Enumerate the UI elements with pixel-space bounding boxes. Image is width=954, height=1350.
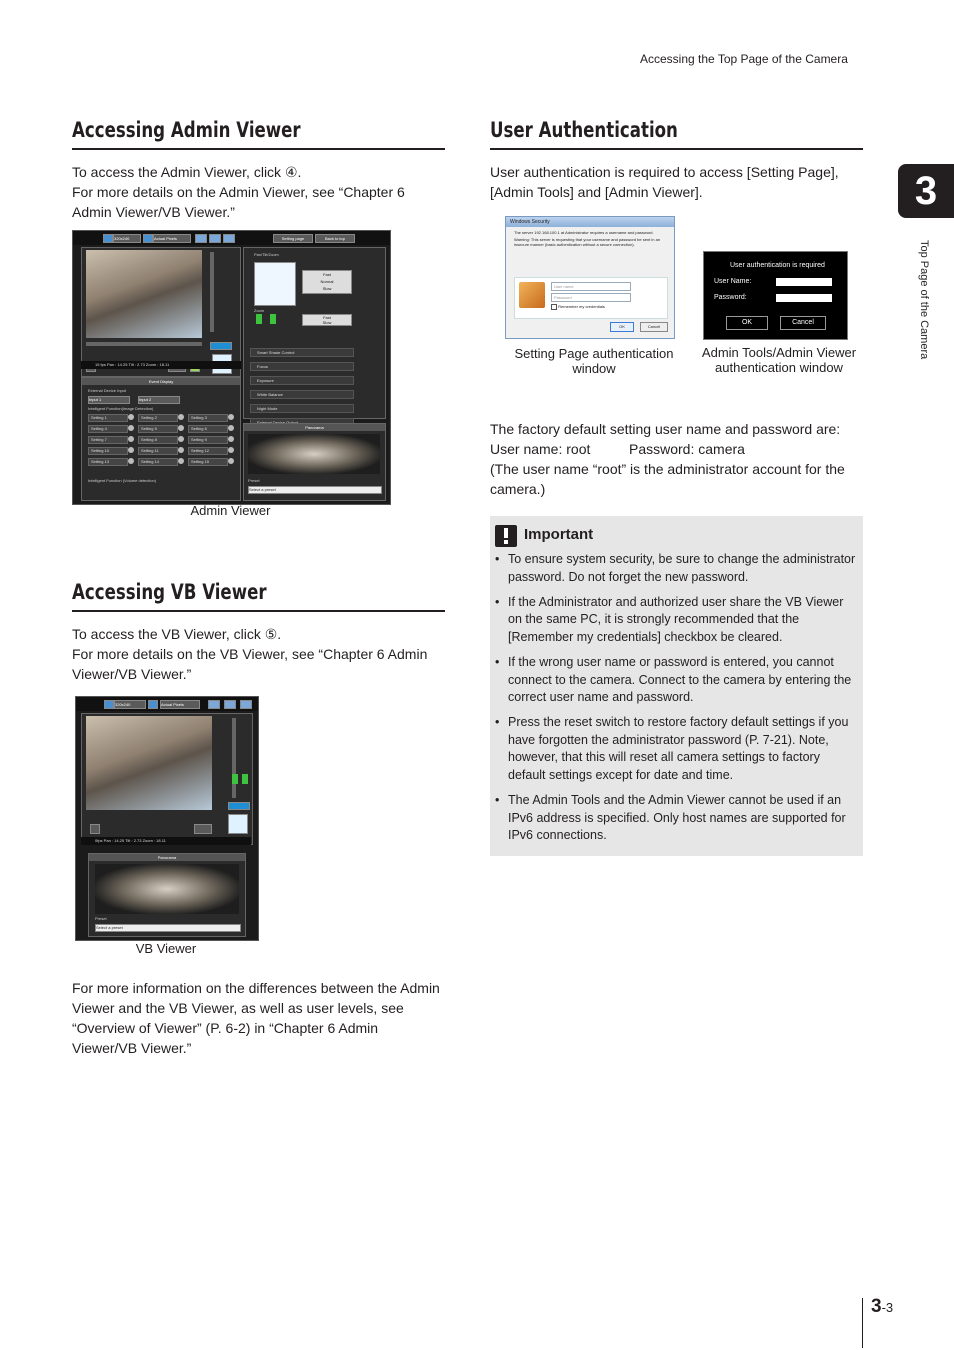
- video-image: [86, 250, 202, 338]
- panorama-image[interactable]: [95, 864, 239, 914]
- credentials-box: [514, 277, 668, 319]
- event-display-title: Event Display: [82, 378, 240, 385]
- size-icon[interactable]: [103, 234, 113, 243]
- external-input-label: External Device Input: [88, 388, 127, 393]
- volume-label: Intelligent Function (Volume detection): [88, 478, 157, 483]
- panorama-title: Panorama: [244, 424, 385, 431]
- control-panel: [243, 247, 386, 419]
- status-led-icon: [178, 458, 184, 464]
- important-box: [490, 516, 863, 856]
- video-panel: [81, 713, 253, 845]
- dialog-message-1: The server 192.168.100.1 at Administrator requires a username and password.: [514, 230, 654, 235]
- speed-normal[interactable]: Normal: [320, 279, 334, 284]
- status-led-icon: [228, 436, 234, 442]
- status-bar: 15 fps Pan : 14.25 Tilt : 2.73 Zoom : 18.11: [81, 361, 241, 369]
- control-menu-item[interactable]: Focus: [250, 362, 354, 371]
- default-user: User name: root: [490, 441, 591, 457]
- status-led-icon: [178, 447, 184, 453]
- status-led-icon: [228, 458, 234, 464]
- zoom-in-icon[interactable]: [256, 314, 262, 324]
- setting-indicator: Setting 8: [138, 436, 178, 444]
- user-auth-intro: User authentication is required to access [Setting Page], [Admin Tools] and [Admin Viewer].: [490, 164, 839, 200]
- zoom-label: Zoom: [254, 308, 265, 313]
- important-item: • If the Administrator and authorized user share the VB Viewer on the same PC, it is strongly recommended that the [Remember my credentials] checkbox be cleared.: [490, 594, 858, 647]
- pixel-icon[interactable]: [148, 700, 158, 709]
- setting-indicator: Setting 14: [138, 458, 178, 466]
- setting-indicator: Setting 4: [88, 425, 128, 433]
- important-item: • To ensure system security, be sure to change the administrator password. Do not forget the new password.: [490, 551, 858, 586]
- vb-viewer-caption: VB Viewer: [135, 941, 197, 956]
- video-panel: [81, 247, 241, 377]
- input-2: Input 2: [138, 396, 180, 404]
- dialog-message: [514, 230, 666, 247]
- ptz-target-icon[interactable]: [228, 814, 248, 834]
- pan-slider[interactable]: [86, 342, 202, 346]
- capture-icon[interactable]: [194, 824, 212, 834]
- heading-rule: [72, 148, 445, 150]
- status-led-icon: [128, 436, 134, 442]
- status-led-icon: [228, 414, 234, 420]
- cancel-button[interactable]: Cancel: [640, 322, 668, 332]
- setting-indicator: Setting 13: [88, 458, 128, 466]
- status-led-icon: [128, 425, 134, 431]
- defaults-note: (The user name “root” is the administrator account for the camera.): [490, 461, 845, 497]
- setting-page-caption: Setting Page authentication window: [514, 346, 674, 376]
- setting-indicator: Setting 15: [188, 458, 228, 466]
- control-menu-item[interactable]: Smart Shade Control: [250, 348, 354, 357]
- pixel-select[interactable]: Actual Pixels: [153, 234, 191, 243]
- vb-viewer-section: [72, 580, 445, 612]
- admin-viewer-screenshot: [72, 230, 391, 505]
- vb-viewer-text: [72, 624, 445, 684]
- admin-username-field[interactable]: [776, 278, 832, 286]
- pixel-icon[interactable]: [143, 234, 153, 243]
- admin-password-field[interactable]: [776, 294, 832, 302]
- admin-viewer-line1: To access the Admin Viewer, click ④.: [72, 164, 302, 180]
- admin-viewer-section: [72, 118, 445, 150]
- remember-label: Remember my credentials: [558, 304, 605, 310]
- password-field[interactable]: Password: [551, 293, 631, 302]
- status-led-icon: [228, 447, 234, 453]
- important-title: Important: [524, 526, 594, 543]
- fit-icon[interactable]: [208, 700, 220, 709]
- size-icon[interactable]: [104, 700, 114, 709]
- toolbar: [73, 231, 390, 245]
- intelligent-label: Intelligent Function(Image Detection): [88, 406, 154, 411]
- input-1: Input 1: [88, 396, 130, 404]
- dialog-title: Windows Security: [510, 219, 550, 225]
- zoom-control[interactable]: [210, 342, 232, 350]
- page-number: [871, 1296, 893, 1318]
- status-led-icon: [178, 436, 184, 442]
- user-auth-heading: User Authentication: [490, 118, 678, 142]
- chapter-side-label: Top Page of the Camera: [918, 240, 930, 360]
- swap-icon[interactable]: [224, 700, 236, 709]
- status-led-icon: [128, 447, 134, 453]
- important-item: • The Admin Tools and the Admin Viewer cannot be used if an IPv6 address is specified. Only host names are supported for IPv6 connections.: [490, 792, 858, 845]
- preset-label: Preset: [248, 478, 260, 483]
- vb-viewer-line1: To access the VB Viewer, click ⑤.: [72, 626, 282, 642]
- important-icon: [495, 525, 517, 547]
- swap-icon[interactable]: [209, 234, 221, 243]
- control-menu: [250, 348, 354, 432]
- control-menu-item[interactable]: White Balance: [250, 390, 354, 399]
- admin-tools-caption: Admin Tools/Admin Viewer authentication window: [701, 345, 857, 375]
- setting-indicator: Setting 7: [88, 436, 128, 444]
- setting-indicator: Setting 11: [138, 447, 178, 455]
- status-led-icon: [128, 458, 134, 464]
- status-bar: 0fps Pan : 14.25 Tilt : 2.73 Zoom : 18.11: [81, 837, 251, 845]
- page-chapter: 3: [871, 1296, 882, 1317]
- user-avatar-icon: [519, 282, 545, 308]
- fit-icon[interactable]: [195, 234, 207, 243]
- admin-viewer-caption: Admin Viewer: [190, 503, 271, 518]
- status-led-icon: [228, 425, 234, 431]
- username-field[interactable]: User name: [551, 282, 631, 291]
- setting-indicator: Setting 12: [188, 447, 228, 455]
- setting-page-button[interactable]: Setting page: [273, 234, 313, 243]
- audio-icon[interactable]: [240, 700, 252, 709]
- admin-ok-button[interactable]: OK: [726, 316, 768, 330]
- admin-cancel-button[interactable]: Cancel: [780, 316, 826, 330]
- speed-fast[interactable]: Fast: [323, 272, 331, 277]
- pixel-select[interactable]: Actual Pixels: [160, 700, 200, 709]
- setting-indicator: Setting 2: [138, 414, 178, 422]
- snapshot-icon[interactable]: [90, 824, 100, 834]
- setting-indicator: Setting 10: [88, 447, 128, 455]
- setting-indicator: Setting 3: [188, 414, 228, 422]
- size-select[interactable]: 320x240: [114, 700, 146, 709]
- differences-paragraph: For more information on the differences between the Admin Viewer and the VB Viewer, as well as user levels, see “Overview of Viewer” (P. 6-2) in “Chapter 6 Admin Viewer/VB Viewer.”: [72, 980, 440, 1056]
- status-led-icon: [178, 425, 184, 431]
- page-number-rule: [862, 1298, 863, 1348]
- heading-rule: [72, 610, 445, 612]
- back-to-top-button[interactable]: Back to top: [315, 234, 355, 243]
- admin-viewer-text: [72, 162, 445, 222]
- toolbar: [76, 697, 258, 711]
- control-menu-item[interactable]: Exposure: [250, 376, 354, 385]
- video-image: [86, 716, 212, 810]
- setting-page-auth-dialog: [505, 216, 675, 339]
- user-auth-section: [490, 118, 863, 150]
- control-menu-item[interactable]: Night Mode: [250, 404, 354, 413]
- heading-rule: [490, 148, 863, 150]
- preset-select[interactable]: Select a preset: [248, 486, 382, 494]
- admin-user-label: User Name:: [714, 278, 752, 285]
- ptz-arrow-pad[interactable]: [254, 262, 296, 306]
- status-led-icon: [128, 414, 134, 420]
- remember-checkbox[interactable]: [551, 304, 605, 310]
- zoom-out-icon[interactable]: [242, 774, 248, 784]
- size-select[interactable]: 320x240: [113, 234, 141, 243]
- speed-slow[interactable]: Slow: [322, 286, 332, 291]
- setting-indicator: Setting 6: [188, 425, 228, 433]
- ok-button[interactable]: OK: [610, 322, 634, 332]
- important-item: • If the wrong user name or password is entered, you cannot connect to the camera. Connect to the camera by entering the correct user name and password.: [490, 654, 858, 707]
- admin-password-label: Password:: [714, 294, 747, 301]
- event-display-panel: [81, 377, 241, 501]
- setting-indicator: Setting 9: [188, 436, 228, 444]
- zoom-slow[interactable]: Slow: [322, 320, 332, 325]
- admin-viewer-heading: Accessing Admin Viewer: [72, 118, 301, 142]
- zoom-control[interactable]: [228, 802, 250, 810]
- panorama-panel: [88, 853, 246, 937]
- vb-viewer-line2: For more details on the VB Viewer, see “Chapter 6 Admin Viewer/VB Viewer.”: [72, 646, 428, 682]
- ptz-label: Pan/Tilt/Zoom: [254, 252, 279, 257]
- setting-indicator: Setting 1: [88, 414, 128, 422]
- panorama-image[interactable]: [248, 434, 380, 474]
- status-led-icon: [178, 414, 184, 420]
- admin-viewer-line2: For more details on the Admin Viewer, see “Chapter 6 Admin Viewer/VB Viewer.”: [72, 184, 405, 220]
- audio-icon[interactable]: [223, 234, 235, 243]
- defaults-intro: The factory default setting user name and password are:: [490, 421, 841, 437]
- chapter-tab: 3: [898, 164, 954, 218]
- zoom-speed[interactable]: [302, 314, 352, 326]
- preset-label: Preset: [95, 916, 107, 921]
- defaults-row: [490, 439, 863, 459]
- page-suffix: -3: [881, 1300, 894, 1315]
- zoom-in-icon[interactable]: [232, 774, 238, 784]
- admin-dialog-title: User authentication is required: [730, 262, 825, 269]
- zoom-fast[interactable]: Fast: [323, 315, 331, 320]
- important-list: [490, 551, 858, 852]
- panorama-panel: [243, 423, 386, 501]
- dialog-titlebar: [506, 217, 674, 227]
- vb-viewer-heading: Accessing VB Viewer: [72, 580, 267, 604]
- default-password: Password: camera: [629, 441, 745, 457]
- checkbox-icon[interactable]: [551, 304, 557, 310]
- zoom-out-icon[interactable]: [270, 314, 276, 324]
- speed-options[interactable]: [302, 270, 352, 294]
- tilt-slider[interactable]: [232, 718, 236, 798]
- tilt-slider[interactable]: [210, 252, 214, 332]
- setting-indicator: Setting 5: [138, 425, 178, 433]
- preset-select[interactable]: Select a preset: [95, 924, 241, 932]
- admin-tools-auth-dialog: [703, 251, 848, 340]
- important-item: • Press the reset switch to restore factory default settings if you have forgotten the administrator password (P. 7-21). Note, however, that this will reset all camera settings to factory default settings except for date and time.: [490, 714, 858, 784]
- dialog-message-2: Warning: This server is requesting that your username and password be sent in an insecure manner (basic authentication without a secure connection).: [514, 237, 661, 247]
- default-credentials: [490, 419, 863, 499]
- vb-viewer-screenshot: [75, 696, 259, 941]
- running-head: Accessing the Top Page of the Camera: [640, 52, 848, 66]
- panorama-title: Panorama: [89, 854, 245, 861]
